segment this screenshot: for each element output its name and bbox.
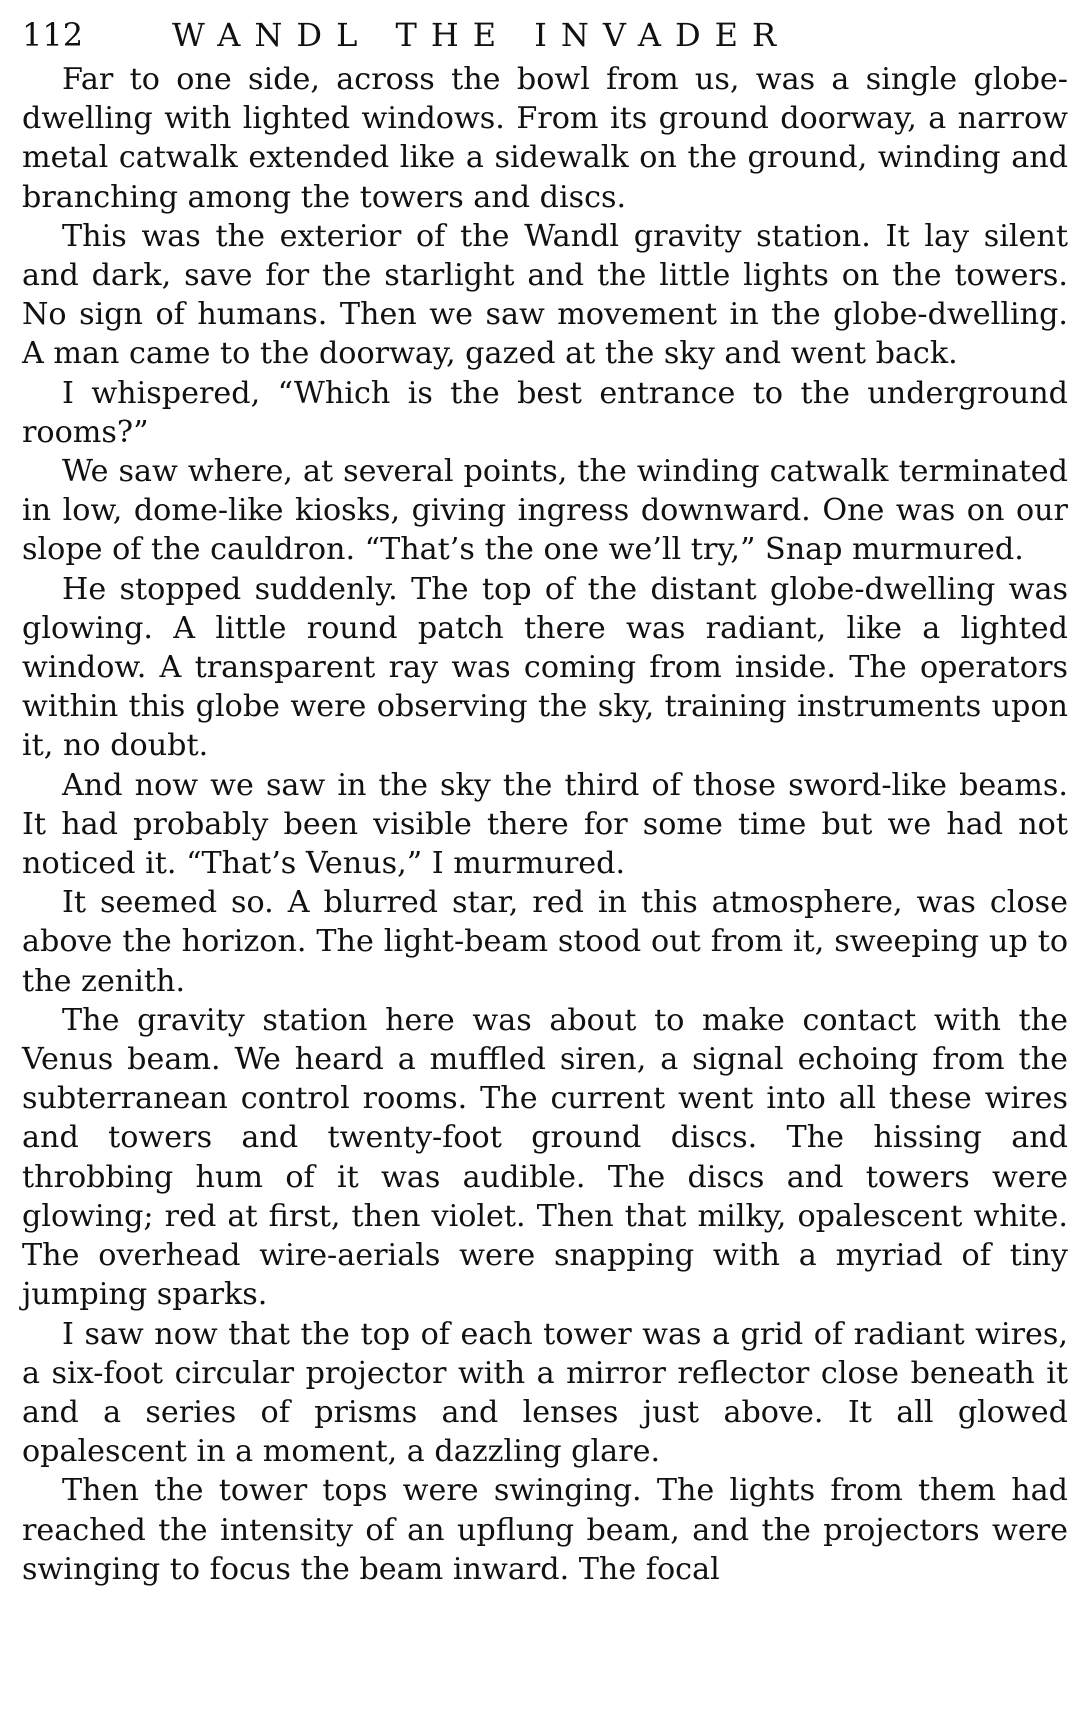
paragraph: It seemed so. A blurred star, red in this atmosphere, was close above the horizon. The light-beam stood out from it, sweeping up to the zenith.	[22, 885, 1068, 999]
paragraph: Then the tower tops were swinging. The lights from them had reached the intensity of an upflung beam, and the projectors were swinging to focus the beam inward. The focal	[22, 1473, 1068, 1587]
paragraph: I whispered, “Which is the best entrance to the underground rooms?”	[22, 375, 1068, 450]
running-title: WANDL THE INVADER	[172, 16, 791, 54]
paragraph: The gravity station here was about to make contact with the Venus beam. We heard a muffled siren, a signal echoing from the subterranean control rooms. The current went into all these wires and towers and twenty-foot ground discs. The hissing and throbbing hum of it was audible. The discs and towers were glowing; red at first, then violet. Then that milky, opalescent white. The overhead wire-aerials were snapping with a myriad of tiny jumping sparks.	[22, 1002, 1068, 1313]
page-header	[22, 10, 1068, 60]
paragraph: This was the exterior of the Wandl gravity station. It lay silent and dark, save for the starlight and the little lights on the towers. No sign of humans. Then we saw movement in the globe-dwelling. A man came to the doorway, gazed at the sky and went back.	[22, 218, 1068, 372]
book-page	[22, 10, 1068, 1700]
paragraph: I saw now that the top of each tower was a grid of radiant wires, a six-foot circular projector with a mirror reflector close beneath it and a series of prisms and lenses just above. It all glowed opalescent in a moment, a dazzling glare.	[22, 1316, 1068, 1470]
page-number: 112	[22, 16, 84, 54]
paragraph: He stopped suddenly. The top of the distant globe-dwelling was glowing. A little round patch there was radiant, like a lighted window. A transparent ray was coming from inside. The operators within this globe were observing the sky, training instruments upon it, no doubt.	[22, 571, 1068, 764]
paragraph: And now we saw in the sky the third of those sword-like beams. It had probably been visible there for some time but we had not noticed it. “That’s Venus,” I murmured.	[22, 767, 1068, 882]
paragraph: We saw where, at several points, the winding catwalk terminated in low, dome-like kiosks, giving ingress downward. One was on our slope of the cauldron. “That’s the one we’ll try,” Snap murmured.	[22, 454, 1068, 568]
body-text	[22, 60, 1068, 1589]
paragraph: Far to one side, across the bowl from us, was a single globe-dwelling with lighted windows. From its ground doorway, a narrow metal catwalk extended like a sidewalk on the ground, winding and branching among the towers and discs.	[22, 62, 1068, 215]
